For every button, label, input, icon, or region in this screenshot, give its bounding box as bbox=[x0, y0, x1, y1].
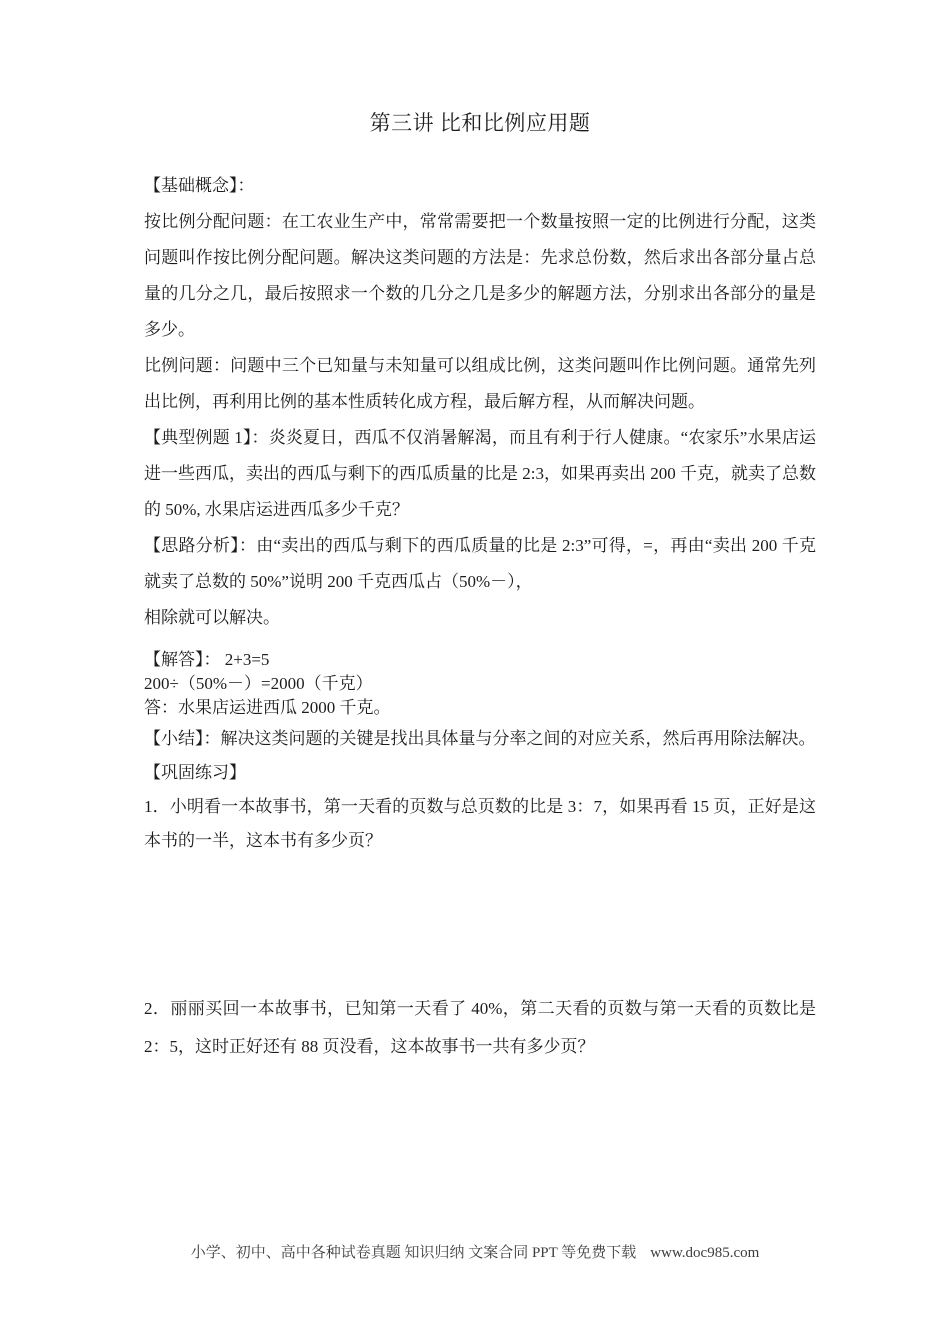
paragraph-proportion-problem: 比例问题：问题中三个已知量与未知量可以组成比例，这类问题叫作比例问题。通常先列出比例，再利用比例的基本性质转化成方程，最后解方程，从而解决问题。 bbox=[144, 356, 816, 411]
page-footer bbox=[0, 1243, 950, 1263]
paragraph-proportional-distribution: 按比例分配问题：在工农业生产中，常常需要把一个数量按照一定的比例进行分配，这类问题叫作按比例分配问题。解决这类问题的方法是：先求总份数，然后求出各部分量占总量的几分之几，最后按照求一个数的几分之几是多少的解题方法，分别求出各部分的量是多少。 bbox=[144, 212, 816, 339]
example-1-analysis-continuation: 相除就可以解决。 bbox=[144, 608, 280, 627]
solution-answer-line: 答：水果店运进西瓜 2000 千克。 bbox=[144, 698, 391, 717]
example-1-solution-block bbox=[144, 648, 816, 720]
summary-and-practice bbox=[144, 722, 816, 858]
basic-concepts-heading: 【基础概念】： bbox=[144, 176, 255, 195]
lesson-body bbox=[144, 168, 816, 636]
solution-line: 【解答】： 2+3=5 bbox=[144, 650, 270, 669]
practice-problem-1: 1．小明看一本故事书，第一天看的页数与总页数的比是 3：7，如果再看 15 页，正好是这本书的一半，这本书有多少页？ bbox=[144, 797, 816, 850]
document-title: 第三讲 比和比例应用题 bbox=[369, 111, 591, 135]
solution-line: 200÷（50%－）=2000（千克） bbox=[144, 674, 373, 693]
footer-site-url: www.doc985.com bbox=[650, 1245, 760, 1261]
practice-problem-2-block bbox=[144, 990, 816, 1066]
example-1-statement: 【典型例题 1】：炎炎夏日，西瓜不仅消暑解渴，而且有利于行人健康。“农家乐”水果店运进一些西瓜，卖出的西瓜与剩下的西瓜质量的比是 2:3，如果再卖出 200 千克，就卖了总数的 50%, 水果店运进西瓜多少千克？ bbox=[144, 428, 816, 519]
document-content bbox=[144, 108, 816, 1066]
practice-problem-2: 2．丽丽买回一本故事书，已知第一天看了 40%，第二天看的页数与第一天看的页数比是 2：5，这时正好还有 88 页没看，这本故事书一共有多少页？ bbox=[144, 999, 816, 1056]
practice-heading: 【巩固练习】 bbox=[144, 763, 246, 782]
example-1-analysis: 【思路分析】：由“卖出的西瓜与剩下的西瓜质量的比是 2:3”可得，=，再由“卖出 200 千克就卖了总数的 50%”说明 200 千克西瓜占（50%－）， bbox=[144, 536, 816, 591]
example-1-summary: 【小结】：解决这类问题的关键是找出具体量与分率之间的对应关系，然后再用除法解决。 bbox=[144, 729, 816, 748]
footer-text: 小学、初中、高中各种试卷真题 知识归纳 文案合同 PPT 等免费下载 bbox=[190, 1245, 637, 1261]
